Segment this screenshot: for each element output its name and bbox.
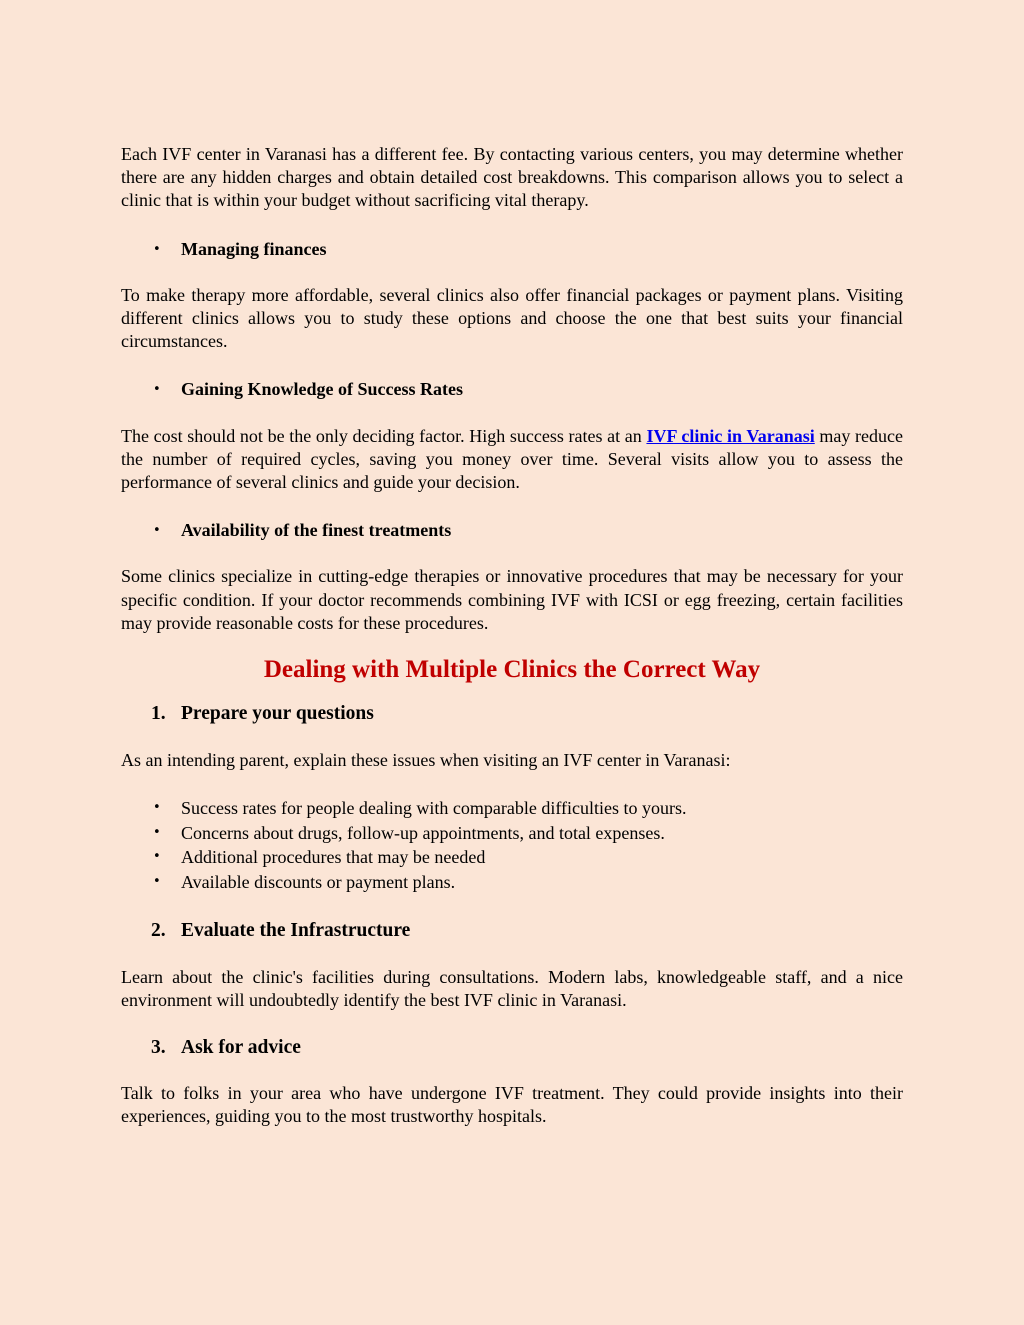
questions-list (121, 796, 903, 894)
bullet-heading-finances (121, 238, 903, 261)
step-heading-1 (121, 702, 903, 725)
infrastructure-paragraph: Learn about the clinic's facilities during consultations. Modern labs, knowledgeable staff, and a nice environment will undoubtedly identify the best IVF clinic in Varanasi. (121, 966, 903, 1010)
list-item: • Concerns about drugs, follow-up appointments, and total expenses. (121, 821, 903, 846)
step-heading-3 (121, 1036, 903, 1059)
step-heading-2 (121, 919, 903, 942)
step-title: Evaluate the Infrastructure (181, 920, 411, 942)
questions-intro: As an intending parent, explain these issues when visiting an IVF center in Varanasi: (121, 750, 731, 771)
list-item: • Success rates for people dealing with comparable difficulties to yours. (121, 796, 903, 821)
bullet-heading-label: Availability of the finest treatments (181, 520, 452, 541)
bullet-heading-success-rates (121, 378, 903, 401)
bullet-heading-label: Managing finances (181, 238, 327, 259)
success-paragraph (121, 425, 903, 495)
step-number: 2. (151, 920, 166, 942)
ivf-clinic-link[interactable]: IVF clinic in Varanasi (646, 425, 815, 446)
document-page (121, 143, 903, 1129)
finances-paragraph: To make therapy more affordable, several clinics also offer financial packages or payment plans. Visiting different clinics allows you to study these options and choose the one that best suits your financial circumstances. (121, 284, 903, 352)
step-number: 3. (151, 1037, 166, 1059)
list-item: • Additional procedures that may be needed (121, 845, 903, 870)
step-title: Prepare your questions (181, 703, 374, 725)
bullet-icon: • (153, 382, 161, 398)
step-title: Ask for advice (181, 1037, 301, 1059)
treatments-paragraph: Some clinics specialize in cutting-edge therapies or innovative procedures that may be necessary for your specific condition. If your doctor recommends combining IVF with ICSI or egg freezing, certain facilities may provide reasonable costs for these procedures. (121, 566, 903, 633)
section-title: Dealing with Multiple Clinics the Correct Way (263, 656, 761, 684)
list-item: • Available discounts or payment plans. (121, 870, 903, 895)
advice-paragraph: Talk to folks in your area who have undergone IVF treatment. They could provide insights into their experiences, guiding you to the most trustworthy hospitals. (121, 1083, 903, 1127)
step-number: 1. (151, 703, 166, 725)
success-text-after-link: may reduce the number of required cycles, saving you money over time. Several visits allow you to assess the performance of several clinics and guide your decision. (121, 425, 903, 493)
bullet-icon: • (153, 523, 161, 539)
bullet-icon: • (153, 241, 161, 257)
bullet-heading-label: Gaining Knowledge of Success Rates (181, 379, 464, 400)
intro-paragraph: Each IVF center in Varanasi has a different fee. By contacting various centers, you may determine whether there are any hidden charges and obtain detailed cost breakdowns. This comparison allows you to select a clinic that is within your budget without sacrificing vital therapy. (121, 144, 903, 211)
bullet-heading-treatments (121, 519, 903, 542)
success-text-before-link: The cost should not be the only deciding factor. High success rates at an (121, 425, 647, 446)
